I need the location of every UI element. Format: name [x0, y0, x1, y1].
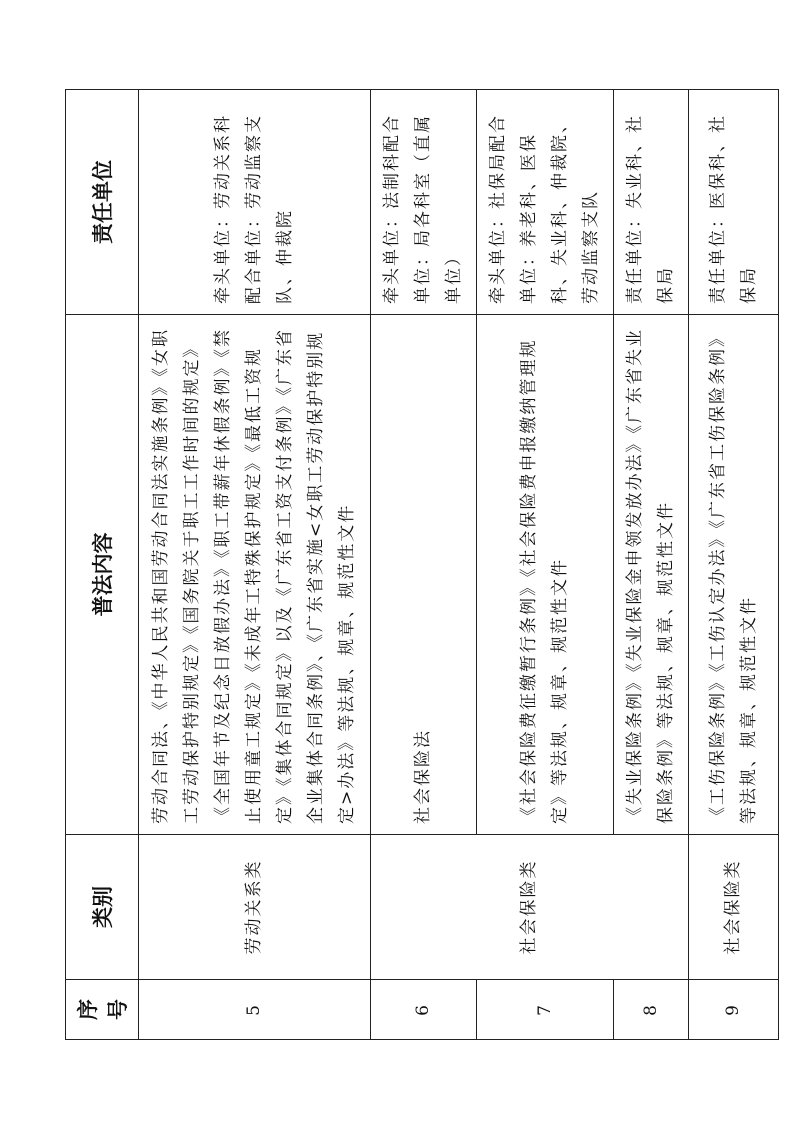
- row-content: 《社会保险费征缴暂行条例》《社会保险费申报缴纳管理规定》等法规、规章、规范性文件: [477, 315, 614, 835]
- row-content: 《失业保险条例》《失业保险金申领发放办法》《广东省失业保险条例》等法规、规章、规范性文件: [614, 315, 689, 835]
- row-owner: 责任单位：失业科、社保局: [614, 90, 689, 315]
- row-no: 9: [689, 980, 779, 1040]
- table-row: [689, 90, 779, 1040]
- row-owner: 责任单位：医保科、社保局: [689, 90, 779, 315]
- row-no: 7: [477, 980, 614, 1040]
- row-owner: 牵头单位：劳动关系科配合单位：劳动监察支队、仲裁院: [139, 90, 371, 315]
- header-category: 类别: [66, 835, 139, 980]
- row-content: 社会保险法: [371, 315, 477, 835]
- header-no: 序号: [66, 980, 139, 1040]
- row-no: 8: [614, 980, 689, 1040]
- row-owner: 牵头单位：法制科配合单位：局各科室（直属单位）: [371, 90, 477, 315]
- header-row: [66, 90, 139, 1040]
- row-category: 劳动关系类: [139, 835, 371, 980]
- row-category: 社会保险类: [689, 835, 779, 980]
- row-content: 《工伤保险条例》《工伤认定办法》《广东省工伤保险条例》等法规、规章、规范性文件: [689, 315, 779, 835]
- row-category: 社会保险类: [371, 835, 689, 980]
- row-no: 5: [139, 980, 371, 1040]
- table-row: [371, 90, 477, 1040]
- rotated-table-wrapper: [65, 90, 759, 1040]
- header-content: 普法内容: [66, 315, 139, 835]
- row-content: 劳动合同法、《中华人民共和国劳动合同法实施条例》《女职工劳动保护特别规定》《国务院关于职工工作时间的规定》《全国年节及纪念日放假办法》《职工带薪年休假条例》《禁止使用童工规定》《未成年工特殊保护规定》《最低工资规定》《集体合同规定》以及《广东省工资支付条例》《广东省企业集体合同条例》、《广东省实施<女职工劳动保护特别规定>办法》等法规、规章、规范性文件: [139, 315, 371, 835]
- legal-education-table: [65, 89, 779, 1040]
- row-no: 6: [371, 980, 477, 1040]
- header-owner: 责任单位: [66, 90, 139, 315]
- row-owner: 牵头单位：社保局配合单位：养老科、医保科、失业科、仲裁院、劳动监察支队: [477, 90, 614, 315]
- table-row: [139, 90, 371, 1040]
